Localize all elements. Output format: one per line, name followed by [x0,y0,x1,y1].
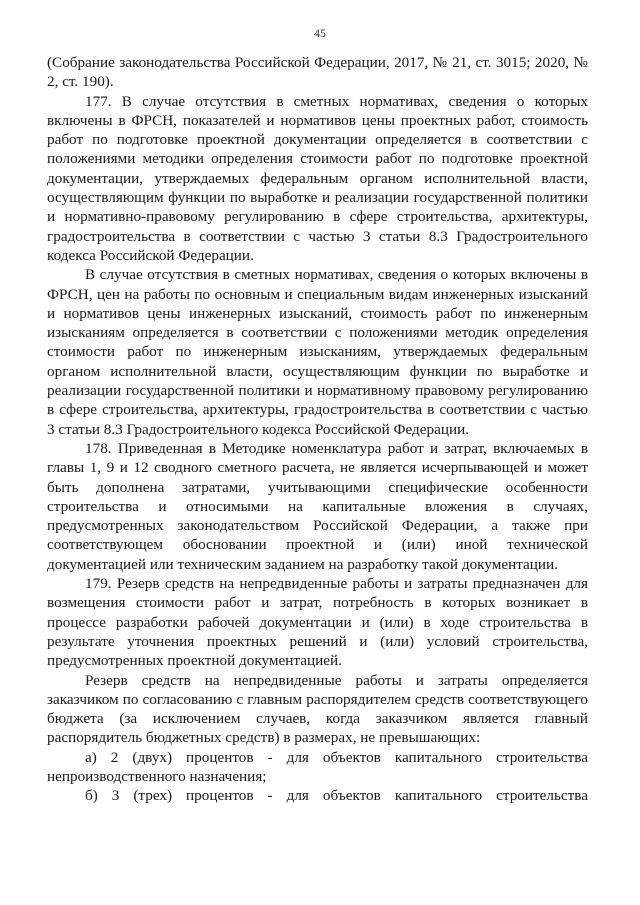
document-body [47,53,588,806]
page-number: 45 [314,26,326,40]
paragraph-178: 178. Приведенная в Методике номенклатура работ и затрат, включаемых в главы 1, 9 и 12 сводного сметного расчета, не является исчерпывающей и может быть дополнена затратами, учитывающими специфические особенности строительства и относимыми на капитальные вложения в случаях, предусмотренных законодательством Российской Федерации, а также при соответствующем обосновании проектной и (или) иной технической документацией или техническим заданием на разработку такой документации. [47,439,588,573]
paragraph-citation: (Собрание законодательства Российской Федерации, 2017, № 21, ст. 3015; 2020, № 2, ст. 190). [47,54,588,91]
list-item-b: б) 3 (трех) процентов - для объектов капитального строительства [85,787,588,805]
paragraph-177: 177. В случае отсутствия в сметных нормативах, сведения о которых включены в ФРСН, показателей и нормативов цены проектных работ, стоимость работ по подготовке проектной документации определяется в соответствии с положениями методики определения стоимости работ по подготовке проектной документации, утверждаемых федеральным органом исполнительной власти, осуществляющим функции по выработке и реализации государственной политики и нормативно-правовому регулированию в сфере строительства, архитектуры, градостроительства в соответствии с частью 3 статьи 8.3 Градостроительного кодекса Российской Федерации. [47,92,588,264]
paragraph-179-reserve: Резерв средств на непредвиденные работы и затраты определяется заказчиком по согласованию с главным распорядителем средств соответствующего бюджета (за исключением случаев, когда заказчиком является главный распорядитель бюджетных средств) в размерах, не превышающих: [47,671,588,747]
paragraph-179: 179. Резерв средств на непредвиденные работы и затраты предназначен для возмещения стоимости работ и затрат, потребность в которых возникает в процессе разработки рабочей документации и (или) в ходе строительства в результате уточнения проектных решений и (или) условий строительства, предусмотренных проектной документацией. [47,575,588,670]
paragraph-177-continued: В случае отсутствия в сметных нормативах, сведения о которых включены в ФРСН, цен на работы по основным и специальным видам инженерных изысканий и нормативов цены инженерных изысканий, стоимость работ по инженерным изысканиям определяется в соответствии с положениями методик определения стоимости работ по инженерным изысканиям, утверждаемых федеральным органом исполнительной власти, осуществляющим функции по выработке и реализации государственной политики и нормативному правовому регулированию в сфере строительства, архитектуры, градостроительства в соответствии с частью 3 статьи 8.3 Градостроительного кодекса Российской Федерации. [47,266,588,438]
list-item-a: а) 2 (двух) процентов - для объектов капитального строительства непроизводственного назначения; [47,748,588,785]
